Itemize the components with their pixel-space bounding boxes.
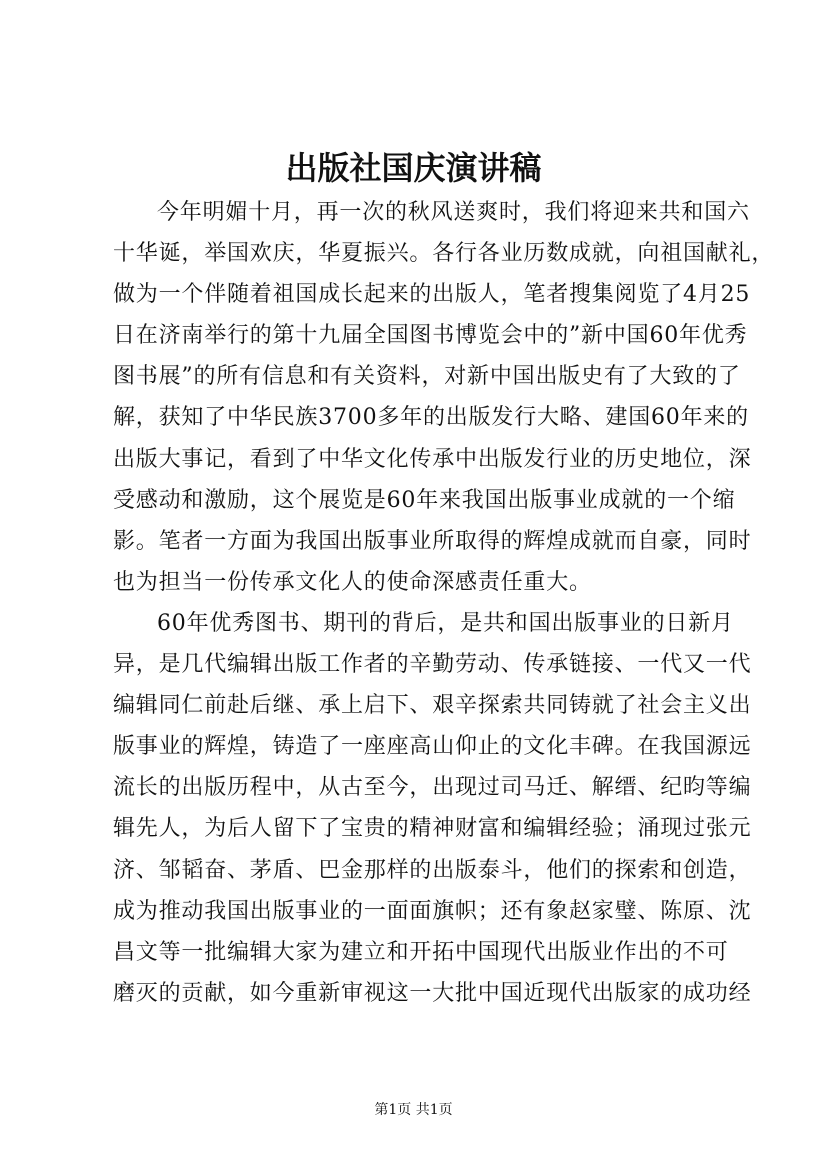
text-line: 日在济南举行的第十九届全国图书博览会中的”新中国60年优秀 <box>113 323 748 349</box>
text-line: 做为一个伴随着祖国成长起来的出版人，笔者搜集阅览了4月25 <box>113 282 751 308</box>
text-line: 影。笔者一方面为我国出版事业所取得的辉煌成就而自豪，同时 <box>113 528 752 554</box>
text-line: 出版大事记，看到了中华文化传承中出版发行业的历史地位，深 <box>113 446 752 472</box>
text-line: 成为推动我国出版事业的一面面旗帜；还有象赵家璧、陈原、沈 <box>113 898 752 924</box>
text-line: 昌文等一批编辑大家为建立和开拓中国现代出版业作出的不可 <box>113 939 729 965</box>
text-line: 60年优秀图书、期刊的背后，是共和国出版事业的日新月 <box>157 610 734 636</box>
document-title: 出版社国庆演讲稿 <box>285 149 542 187</box>
text-line: 今年明媚十月，再一次的秋风送爽时，我们将迎来共和国六 <box>157 200 750 225</box>
text-line: 流长的出版历程中，从古至今，出现过司马迁、解缙、纪昀等编 <box>113 775 752 801</box>
text-line: 磨灭的贡献，如今重新审视这一大批中国近现代出版家的成功经 <box>113 980 752 1006</box>
document-body <box>113 192 775 1014</box>
text-line: 版事业的辉煌，铸造了一座座高山仰止的文化丰碑。在我国源远 <box>113 734 752 760</box>
text-line: 解，获知了中华民族3700多年的出版发行大略、建国60年来的 <box>113 405 749 431</box>
text-line: 辑先人，为后人留下了宝贵的精神财富和编辑经验；涌现过张元 <box>113 816 752 842</box>
text-line: 也为担当一份传承文化人的使命深感责任重大。 <box>113 569 592 595</box>
text-line: 济、邹韬奋、茅盾、巴金那样的出版泰斗，他们的探索和创造， <box>113 857 752 883</box>
text-line: 十华诞，举国欢庆，华夏振兴。各行各业历数成就，向祖国献礼， <box>113 241 775 267</box>
text-line: 受感动和激励，这个展览是60年来我国出版事业成就的一个缩 <box>113 487 736 513</box>
text-line: 编辑同仁前赴后继、承上启下、艰辛探索共同铸就了社会主义出 <box>113 693 752 719</box>
text-line: 异，是几代编辑出版工作者的辛勤劳动、传承链接、一代又一代 <box>113 652 752 678</box>
page-footer: 第1页 共1页 <box>374 1102 453 1118</box>
text-line: 图书展”的所有信息和有关资料，对新中国出版史有了大致的了 <box>113 364 741 390</box>
